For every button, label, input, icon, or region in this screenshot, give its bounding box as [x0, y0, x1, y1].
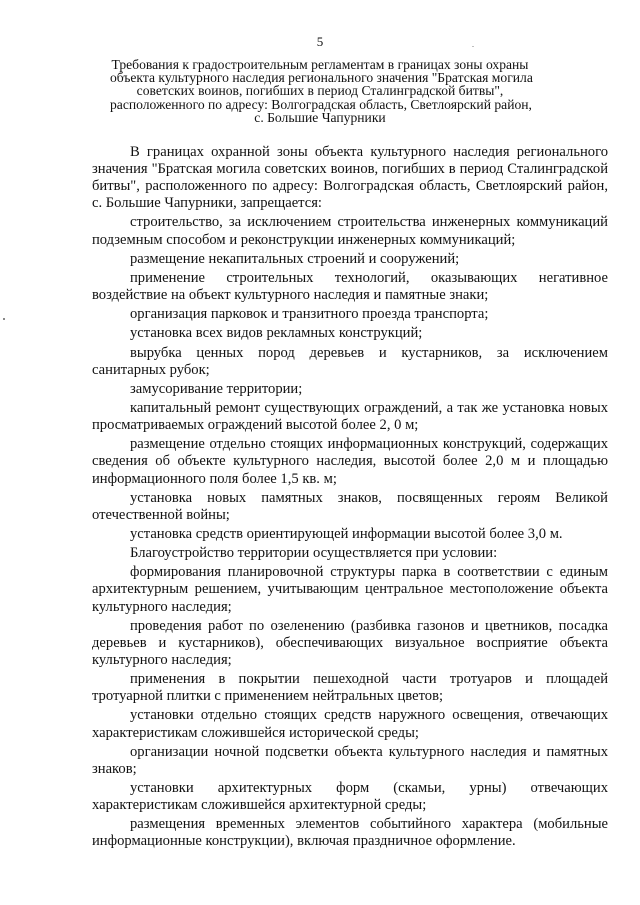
improvement-item: установки архитектурных форм (скамьи, урны) отвечающих характеристикам сложившейся архитектурной среды; — [92, 779, 608, 814]
title-line: советских воинов, погибших в период Сталинградской битвы", — [136, 83, 504, 99]
improvement-item: проведения работ по озеленению (разбивка газонов и цветников, посадка деревьев и кустарников), обеспечивающих визуальное восприятие объекта культурного наследия; — [92, 617, 608, 668]
prohibition-item: организация парковок и транзитного проезда транспорта; — [130, 306, 489, 323]
improvement-item: применения в покрытии пешеходной части тротуаров и площадей тротуарной плитки с применением нейтральных цветов; — [92, 671, 608, 705]
improvement-item: формирования планировочной структуры парка в соответствии с единым архитектурным решением, учитывающим центральное местоположение объекта культурного наследия; — [92, 564, 608, 615]
prohibition-item: капитальный ремонт существующих ограждений, а так же установка новых просматриваемых ограждений высотой более 2, 0 м; — [92, 400, 608, 434]
intro-paragraph: В границах охранной зоны объекта культурного наследия регионального значения "Братская могила советских воинов, погибших в период Сталинградской битвы", расположенного по адресу: Волгоградская область, Светлоярский район, с. Большие Чапурники, запрещается: — [92, 144, 608, 212]
title-line: расположенного по адресу: Волгоградская область, Светлоярский район, — [110, 96, 532, 112]
prohibition-item: установка новых памятных знаков, посвященных героям Великой отечественной войны; — [92, 489, 608, 523]
prohibition-item: замусоривание территории; — [130, 380, 303, 397]
title-line: с. Большие Чапурники — [254, 109, 386, 125]
title-line: объекта культурного наследия регионального значения "Братская могила — [110, 70, 533, 86]
improvement-intro: Благоустройство территории осуществляется при условии: — [130, 545, 498, 562]
prohibition-item: размещение отдельно стоящих информационных конструкций, содержащих сведения об объекте культурного наследия, высотой более 2,0 м и площадью информационного поля более 1,5 кв. м; — [92, 436, 608, 487]
margin-speck — [3, 318, 5, 320]
prohibition-item: применение строительных технологий, оказывающих негативное воздействие на объект культурного наследия и памятные знаки; — [92, 269, 608, 304]
stray-mark: . — [472, 40, 474, 49]
prohibition-item: вырубка ценных пород деревьев и кустарников, за исключением санитарных рубок; — [92, 344, 608, 378]
improvement-item: установки отдельно стоящих средств наружного освещения, отвечающих характеристикам сложившейся исторической среды; — [92, 707, 608, 741]
document-body — [92, 144, 608, 853]
prohibition-item: установка средств ориентирующей информации высотой более 3,0 м. — [130, 526, 563, 542]
document-title — [110, 57, 533, 125]
prohibition-item: строительство, за исключением строительства инженерных коммуникаций подземным способом и реконструкции инженерных коммуникаций; — [92, 214, 608, 248]
prohibition-item: установка всех видов рекламных конструкций; — [130, 325, 423, 342]
title-line: Требования к градостроительным регламентам в границах зоны охраны — [111, 57, 529, 72]
page-number: 5 — [316, 34, 324, 49]
improvement-item: организации ночной подсветки объекта культурного наследия и памятных знаков; — [92, 743, 608, 777]
improvement-item: размещения временных элементов событийного характера (мобильные информационные конструкции), включая праздничное оформление. — [92, 816, 608, 850]
prohibition-item: размещение некапитальных строений и сооружений; — [130, 250, 460, 267]
